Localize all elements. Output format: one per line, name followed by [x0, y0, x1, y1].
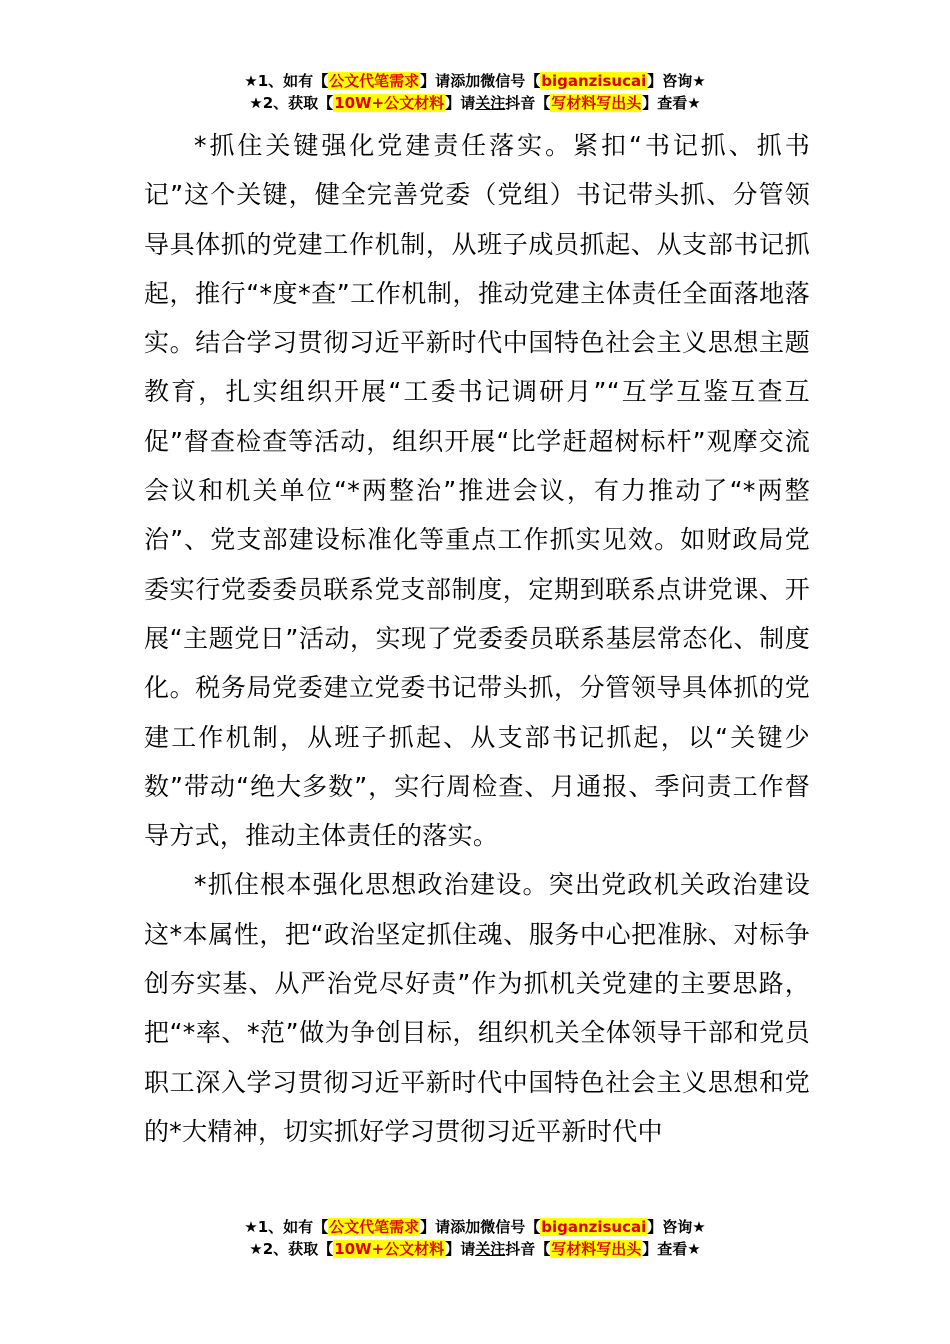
- footer-line-1-text: 】请: [420, 1218, 451, 1236]
- banner-line-2-highlight-materials: 10W+公文材料: [334, 94, 445, 112]
- header-banner: [0, 70, 950, 114]
- footer-banner-line-2: [0, 1238, 950, 1260]
- footer-line-1-emphasis: 添加: [450, 1218, 481, 1236]
- banner-line-2-prefix: ★2、获取【: [249, 94, 334, 112]
- banner-line-1-suffix: 】咨询★: [647, 72, 706, 90]
- footer-line-1-text-2: 微信号【: [480, 1218, 541, 1236]
- banner-line-1-text-2: 微信号【: [480, 72, 541, 90]
- banner-line-1-prefix: ★1、如有【: [244, 72, 329, 90]
- banner-line-2-text: 】请: [445, 94, 476, 112]
- banner-line-2-highlight-account: 写材料写出头: [551, 94, 642, 112]
- footer-banner: [0, 1216, 950, 1260]
- footer-line-2-prefix: ★2、获取【: [249, 1240, 334, 1258]
- document-body: [144, 121, 810, 1156]
- footer-line-1-highlight-wechat: biganzisucai: [541, 1218, 647, 1236]
- footer-line-2-text: 】请: [445, 1240, 476, 1258]
- banner-line-1: [0, 70, 950, 92]
- banner-line-2-text-2: 抖音【: [505, 94, 551, 112]
- footer-line-2-highlight-account: 写材料写出头: [551, 1240, 642, 1258]
- footer-banner-line-1: [0, 1216, 950, 1238]
- banner-line-2: [0, 92, 950, 114]
- banner-line-1-text: 】请: [420, 72, 451, 90]
- footer-line-1-prefix: ★1、如有【: [244, 1218, 329, 1236]
- banner-line-2-suffix: 】查看★: [642, 94, 701, 112]
- banner-line-1-highlight-wechat: biganzisucai: [541, 72, 647, 90]
- footer-line-1-highlight-service: 公文代笔需求: [329, 1218, 420, 1236]
- banner-line-2-underlined: 关注: [475, 94, 506, 112]
- paragraph-responsibility: *抓住关键强化党建责任落实。紧扣“书记抓、抓书记”这个关键，健全完善党委（党组）书记带头抓、分管领导具体抓的党建工作机制，从班子成员抓起、从支部书记抓起，推行“*度*查”工作机制，推动党建主体责任全面落地落实。结合学习贯彻习近平新时代中国特色社会主义思想主题教育，扎实组织开展“工委书记调研月”“互学互鉴互查互促”督查检查等活动，组织开展“比学赶超树标杆”观摩交流会议和机关单位“*两整治”推进会议，有力推动了“*两整治”、党支部建设标准化等重点工作抓实见效。如财政局党委实行党委委员联系党支部制度，定期到联系点讲党课、开展“主题党日”活动，实现了党委委员联系基层常态化、制度化。税务局党委建立党委书记带头抓，分管领导具体抓的党建工作机制，从班子抓起、从支部书记抓起，以“关键少数”带动“绝大多数”，实行周检查、月通报、季问责工作督导方式，推动主体责任的落实。: [144, 131, 810, 851]
- footer-line-2-text-2: 抖音【: [505, 1240, 551, 1258]
- footer-line-1-suffix: 】咨询★: [647, 1218, 706, 1236]
- banner-line-1-emphasis: 添加: [450, 72, 481, 90]
- footer-line-2-underlined: 关注: [475, 1240, 506, 1258]
- paragraph-political-building: *抓住根本强化思想政治建设。突出党政机关政治建设这*本属性，把“政治坚定抓住魂、服务中心把准脉、对标争创夯实基、从严治党尽好责”作为抓机关党建的主要思路，把“*率、*范”做为争创目标，组织机关全体领导干部和党员职工深入学习贯彻习近平新时代中国特色社会主义思想和党的*大精神，切实抓好学习贯彻习近平新时代中: [144, 870, 810, 1146]
- footer-line-2-suffix: 】查看★: [642, 1240, 701, 1258]
- banner-line-1-highlight-service: 公文代笔需求: [329, 72, 420, 90]
- footer-line-2-highlight-materials: 10W+公文材料: [334, 1240, 445, 1258]
